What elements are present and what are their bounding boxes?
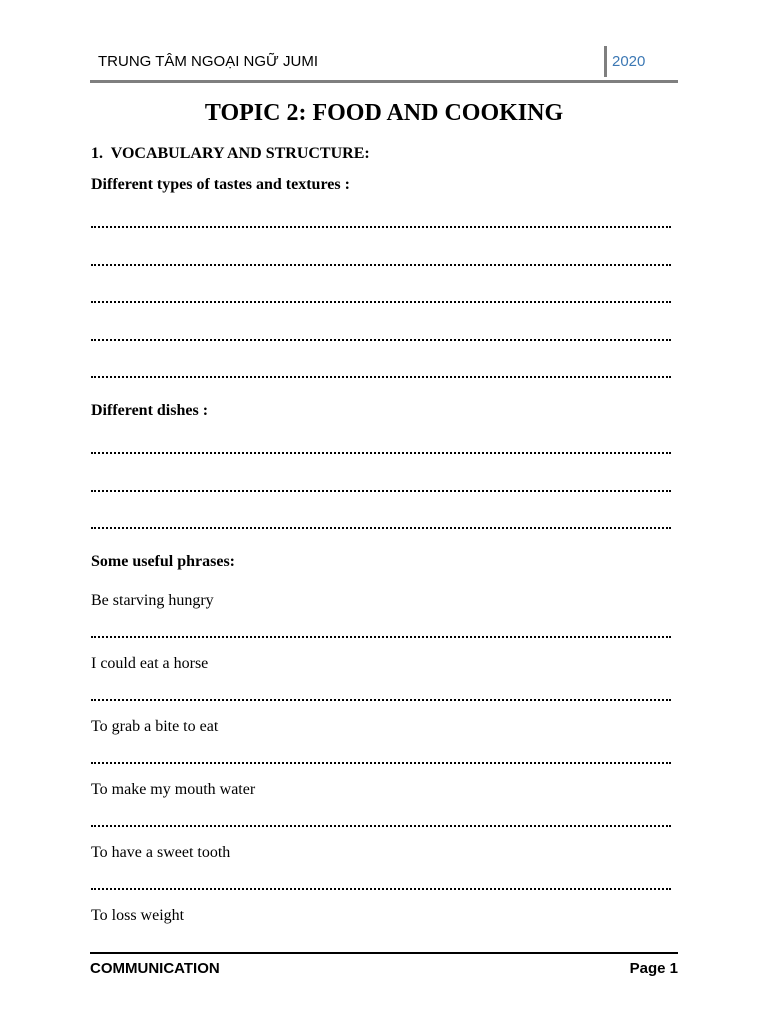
header-year: 2020 xyxy=(612,53,646,70)
answer-line-tastes-5[interactable] xyxy=(91,374,671,378)
section-number: 1. xyxy=(91,145,103,162)
phrase-item: Be starving hungry xyxy=(91,592,214,609)
section-title: VOCABULARY AND STRUCTURE: xyxy=(110,145,370,162)
footer-section-label: COMMUNICATION xyxy=(90,960,220,977)
answer-line-phrase-2[interactable] xyxy=(91,697,671,701)
header-org-name: TRUNG TÂM NGOẠI NGỮ JUMI xyxy=(98,53,319,70)
section-heading xyxy=(91,144,370,164)
page-title: TOPIC 2: FOOD AND COOKING xyxy=(204,100,564,126)
header-divider xyxy=(604,46,607,77)
answer-line-tastes-3[interactable] xyxy=(91,299,671,303)
answer-line-phrase-1[interactable] xyxy=(91,634,671,638)
phrase-item: I could eat a horse xyxy=(91,655,209,672)
answer-line-dishes-2[interactable] xyxy=(91,488,671,492)
tastes-heading: Different types of tastes and textures : xyxy=(91,176,350,193)
answer-line-dishes-3[interactable] xyxy=(91,525,671,529)
answer-line-dishes-1[interactable] xyxy=(91,450,671,454)
answer-line-phrase-3[interactable] xyxy=(91,760,671,764)
answer-line-phrase-4[interactable] xyxy=(91,823,671,827)
phrase-item: To grab a bite to eat xyxy=(91,718,219,735)
phrase-item: To loss weight xyxy=(91,907,185,924)
phrase-item: To have a sweet tooth xyxy=(91,844,231,861)
phrase-item: To make my mouth water xyxy=(91,781,256,798)
answer-line-tastes-1[interactable] xyxy=(91,224,671,228)
page-footer xyxy=(90,952,678,984)
answer-line-tastes-2[interactable] xyxy=(91,262,671,266)
phrases-heading: Some useful phrases: xyxy=(91,553,236,570)
answer-line-phrase-5[interactable] xyxy=(91,886,671,890)
page-header xyxy=(90,46,678,83)
answer-line-tastes-4[interactable] xyxy=(91,337,671,341)
footer-page-number: Page 1 xyxy=(629,960,678,977)
dishes-heading: Different dishes : xyxy=(91,402,209,419)
